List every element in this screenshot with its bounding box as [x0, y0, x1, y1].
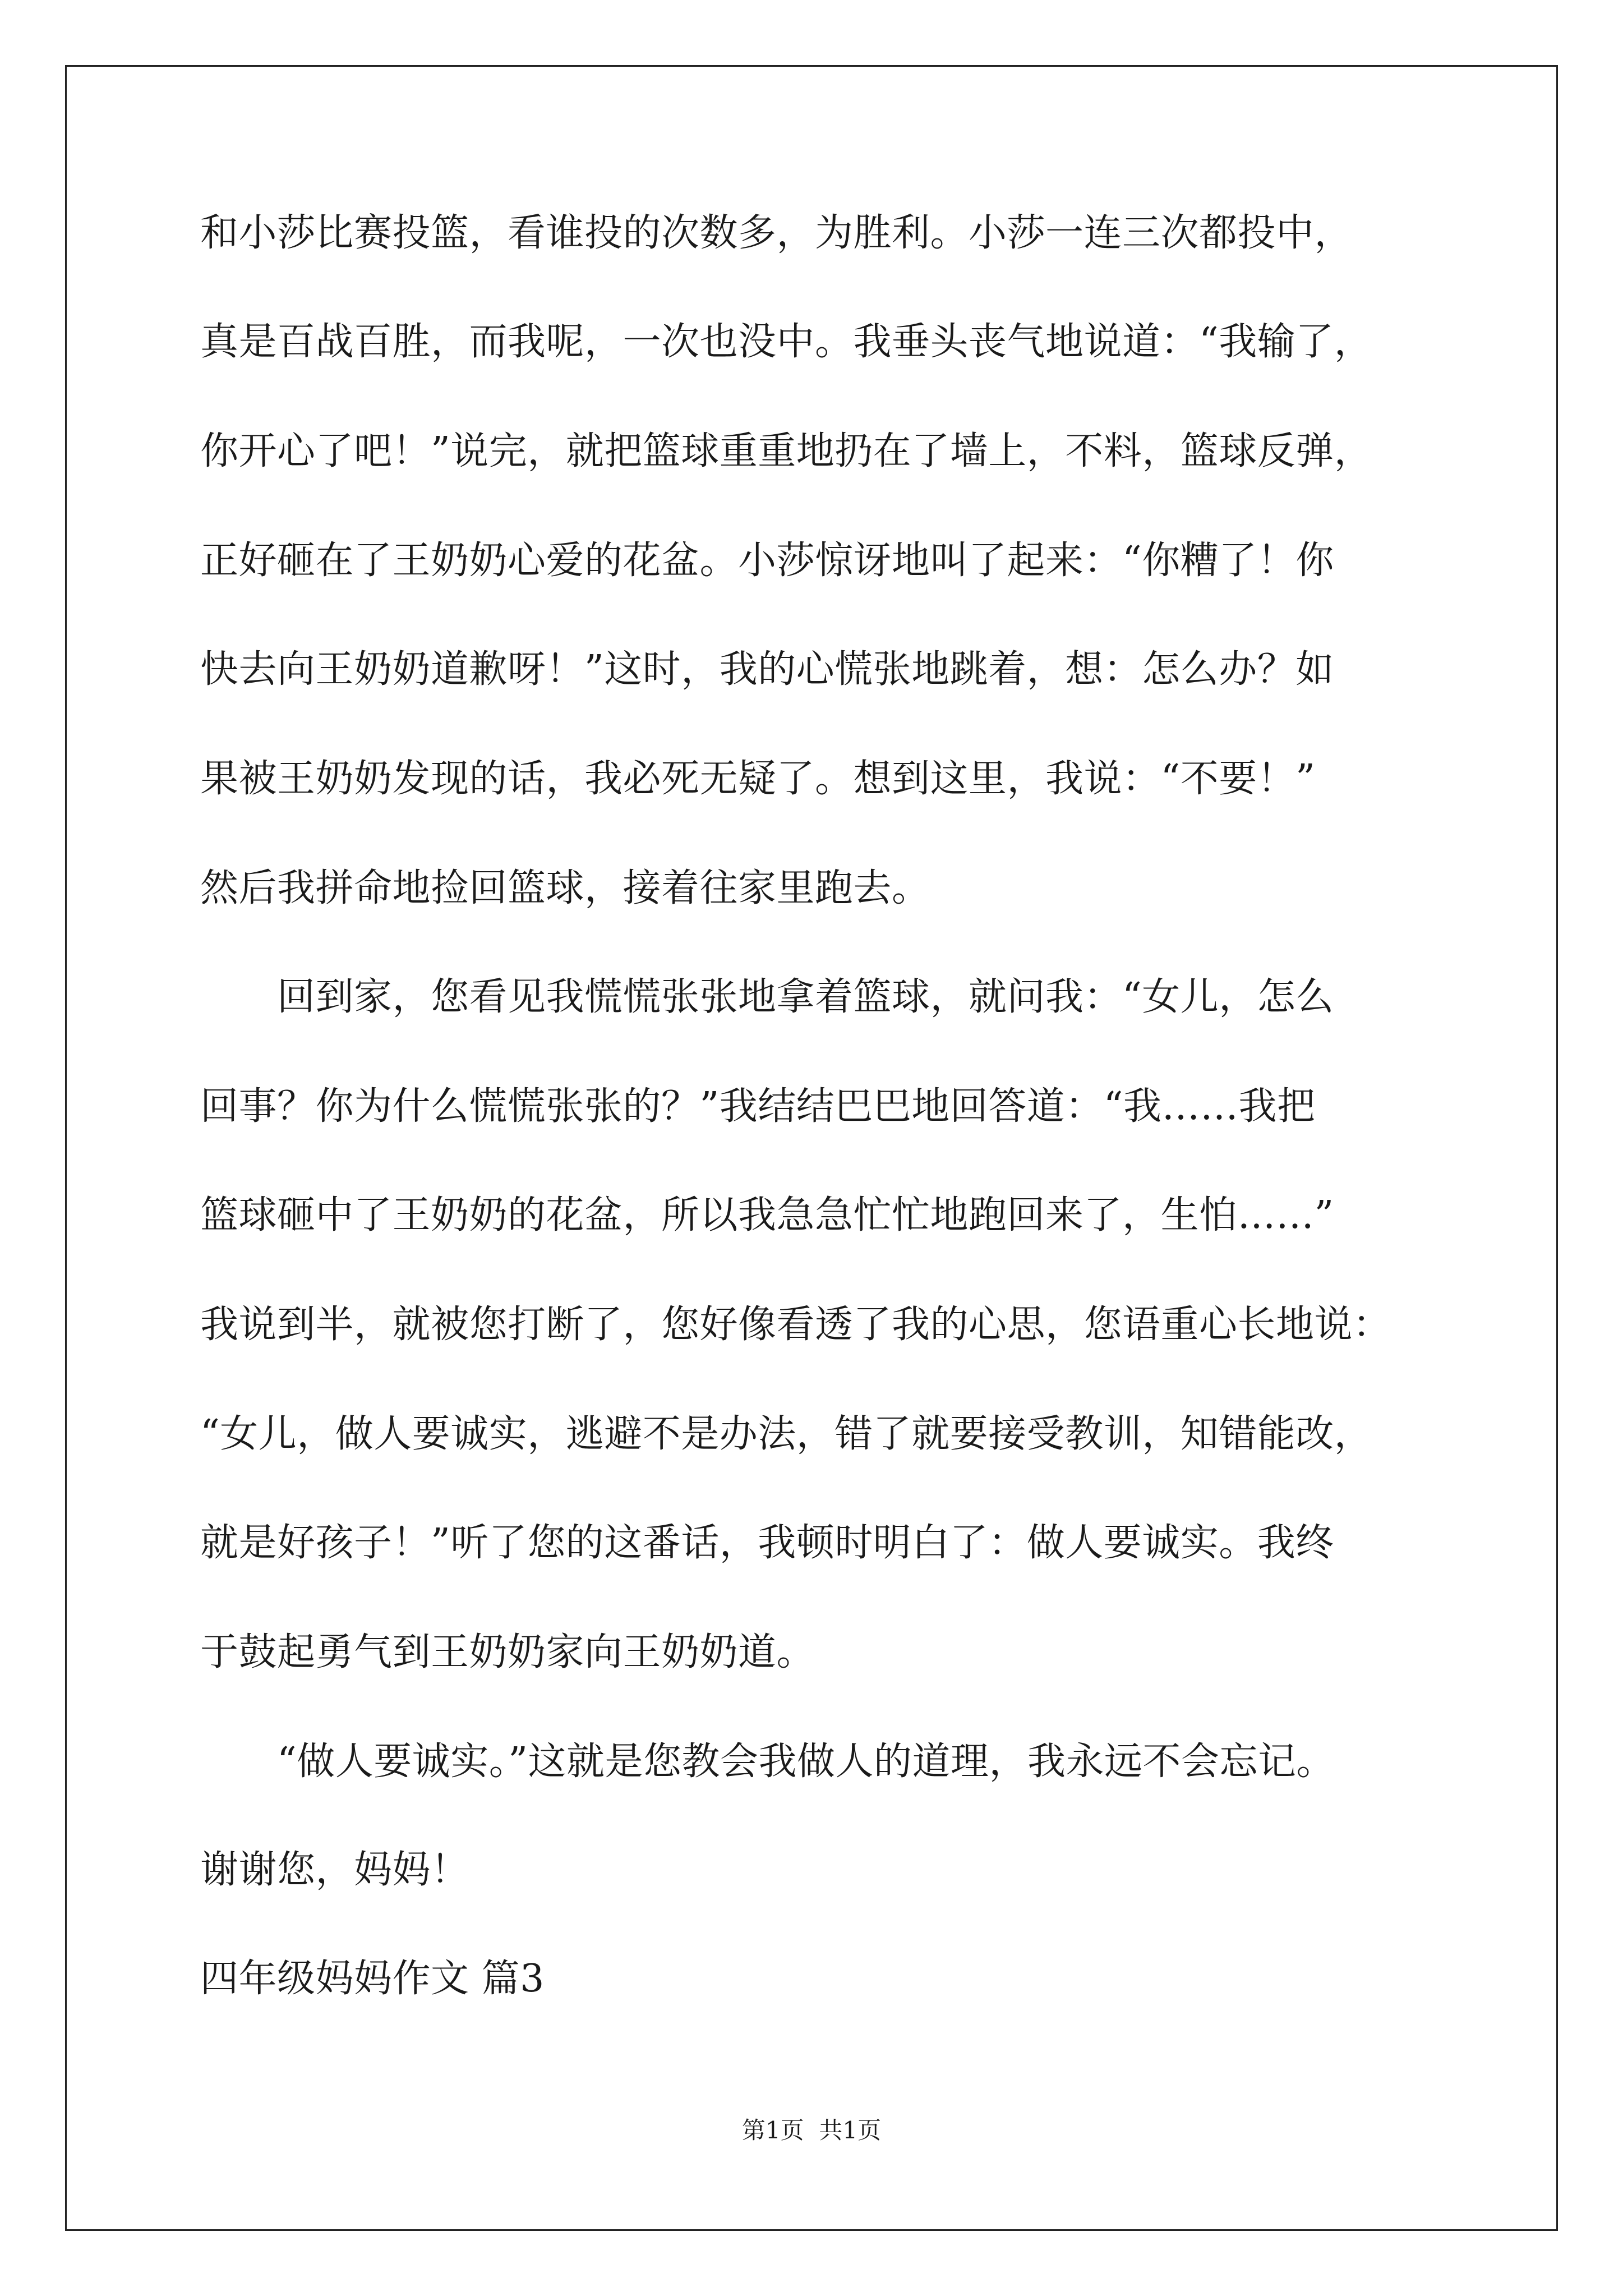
text-line-1: 和小莎比赛投篮，看谁投的次数多，为胜利。小莎一连三次都投中， — [200, 211, 1353, 255]
text-line-4: 正好砸在了王奶奶心爱的花盆。小莎惊讶地叫了起来：“你糟了！你 — [200, 539, 1334, 583]
page-border — [65, 65, 1558, 2231]
page-footer: 第1页 共1页 — [741, 2116, 882, 2144]
text-line-6: 果被王奶奶发现的话，我必死无疑了。想到这里，我说：“不要！” — [200, 757, 1316, 801]
text-line-5: 快去向王奶奶道歉呀！”这时，我的心慌张地跳着，想：怎么办？如 — [200, 647, 1334, 692]
text-line-14: 于鼓起勇气到王奶奶家向王奶奶道。 — [200, 1630, 815, 1674]
text-line-13: 就是好孩子！”听了您的这番话，我顿时明白了：做人要诚实。我终 — [200, 1521, 1334, 1565]
text-line-10: 篮球砸中了王奶奶的花盆，所以我急急忙忙地跑回来了，生怕……” — [200, 1193, 1334, 1237]
text-line-7: 然后我拼命地捡回篮球，接着往家里跑去。 — [200, 866, 930, 910]
text-line-9: 回事？你为什么慌慌张张的？”我结结巴巴地回答道：“我……我把 — [200, 1084, 1316, 1129]
text-line-11: 我说到半，就被您打断了，您好像看透了我的心思，您语重心长地说： — [200, 1303, 1391, 1347]
text-line-2: 真是百战百胜，而我呢，一次也没中。我垂头丧气地说道：“我输了， — [200, 320, 1373, 364]
text-line-8: 回到家，您看见我慌慌张张地拿着篮球，就问我：“女儿，怎么 — [200, 975, 1334, 1019]
text-line-3: 你开心了吧！”说完，就把篮球重重地扔在了墙上，不料，篮球反弹， — [200, 429, 1373, 473]
text-line-16: 谢谢您，妈妈！ — [200, 1848, 469, 1892]
section-heading: 四年级妈妈作文 篇3 — [200, 1957, 545, 2001]
text-line-12: “女儿，做人要诚实，逃避不是办法，错了就要接受教训，知错能改， — [200, 1412, 1373, 1456]
text-line-15: “做人要诚实。”这就是您教会我做人的道理，我永远不会忘记。 — [200, 1740, 1335, 1784]
